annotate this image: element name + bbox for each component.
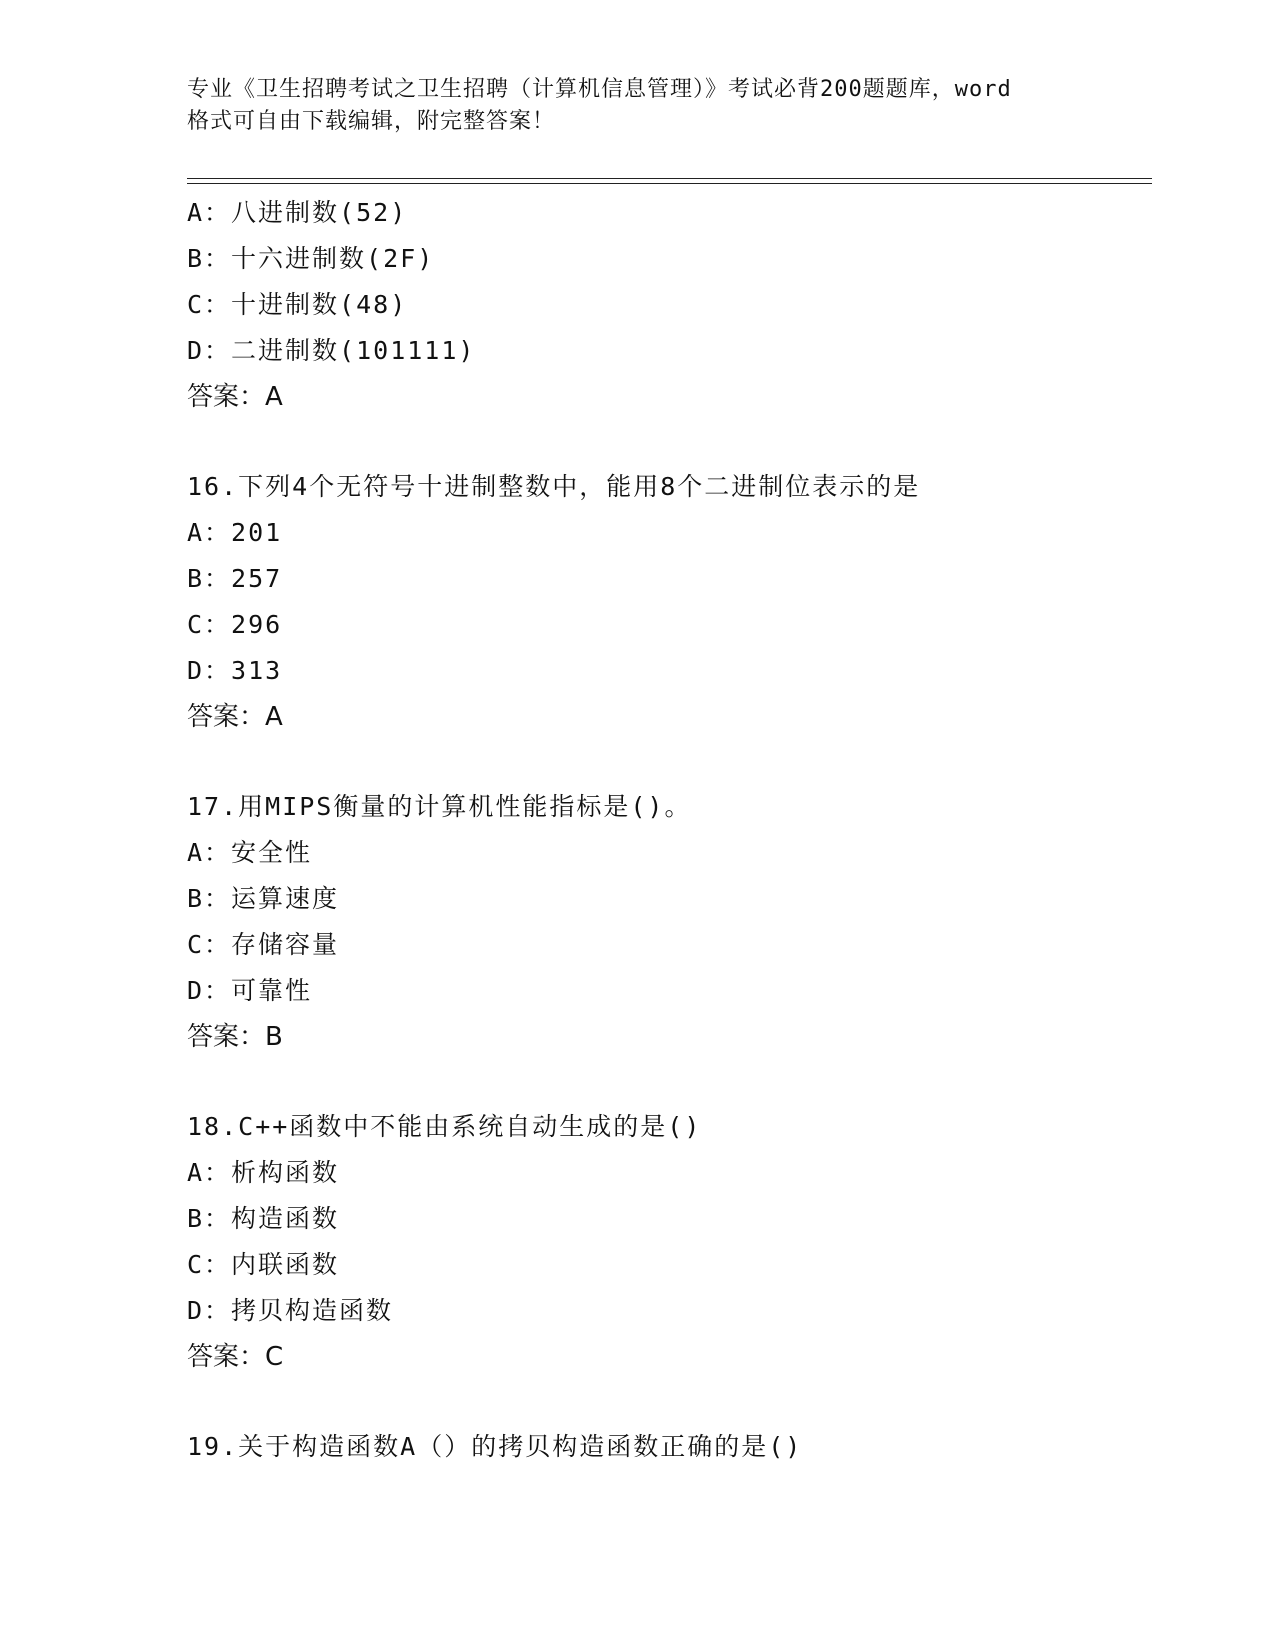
question-block-19 bbox=[187, 1424, 1152, 1470]
question-text: 16.下列4个无符号十进制整数中，能用8个二进制位表示的是 bbox=[187, 472, 921, 501]
option-c: C：内联函数 bbox=[187, 1250, 340, 1279]
option-c: C：296 bbox=[187, 610, 283, 639]
question-text: 19.关于构造函数A（）的拷贝构造函数正确的是() bbox=[187, 1432, 803, 1461]
question-text: 18.C++函数中不能由系统自动生成的是() bbox=[187, 1112, 702, 1141]
option-b: B：257 bbox=[187, 564, 283, 593]
header-line-2: 格式可自由下载编辑，附完整答案！ bbox=[187, 109, 556, 134]
question-block-16 bbox=[187, 464, 1152, 740]
answer-line: 答案：C bbox=[187, 1342, 284, 1372]
option-d: D：二进制数(101111) bbox=[187, 336, 476, 365]
question-block-17 bbox=[187, 784, 1152, 1060]
question-block-15 bbox=[187, 190, 1152, 420]
option-c: C：存储容量 bbox=[187, 930, 340, 959]
option-d: D：拷贝构造函数 bbox=[187, 1296, 394, 1325]
question-block-18 bbox=[187, 1104, 1152, 1380]
option-b: B：构造函数 bbox=[187, 1204, 340, 1233]
document-header bbox=[187, 74, 1087, 138]
answer-line: 答案：A bbox=[187, 382, 283, 412]
answer-line: 答案：B bbox=[187, 1022, 283, 1052]
header-divider-bottom bbox=[187, 183, 1152, 184]
option-a: A：201 bbox=[187, 518, 283, 547]
option-c: C：十进制数(48) bbox=[187, 290, 408, 319]
question-list bbox=[187, 190, 1152, 1470]
option-d: D：可靠性 bbox=[187, 976, 313, 1005]
option-a: A：析构函数 bbox=[187, 1158, 340, 1187]
option-d: D：313 bbox=[187, 656, 283, 685]
question-text: 17.用MIPS衡量的计算机性能指标是()。 bbox=[187, 792, 692, 821]
option-a: A：八进制数(52) bbox=[187, 198, 408, 227]
option-b: B：十六进制数(2F) bbox=[187, 244, 435, 273]
answer-line: 答案：A bbox=[187, 702, 283, 732]
header-divider-top bbox=[187, 178, 1152, 179]
option-b: B：运算速度 bbox=[187, 884, 340, 913]
option-a: A：安全性 bbox=[187, 838, 313, 867]
header-line-1: 专业《卫生招聘考试之卫生招聘（计算机信息管理）》考试必背200题题库，word bbox=[187, 77, 1012, 102]
